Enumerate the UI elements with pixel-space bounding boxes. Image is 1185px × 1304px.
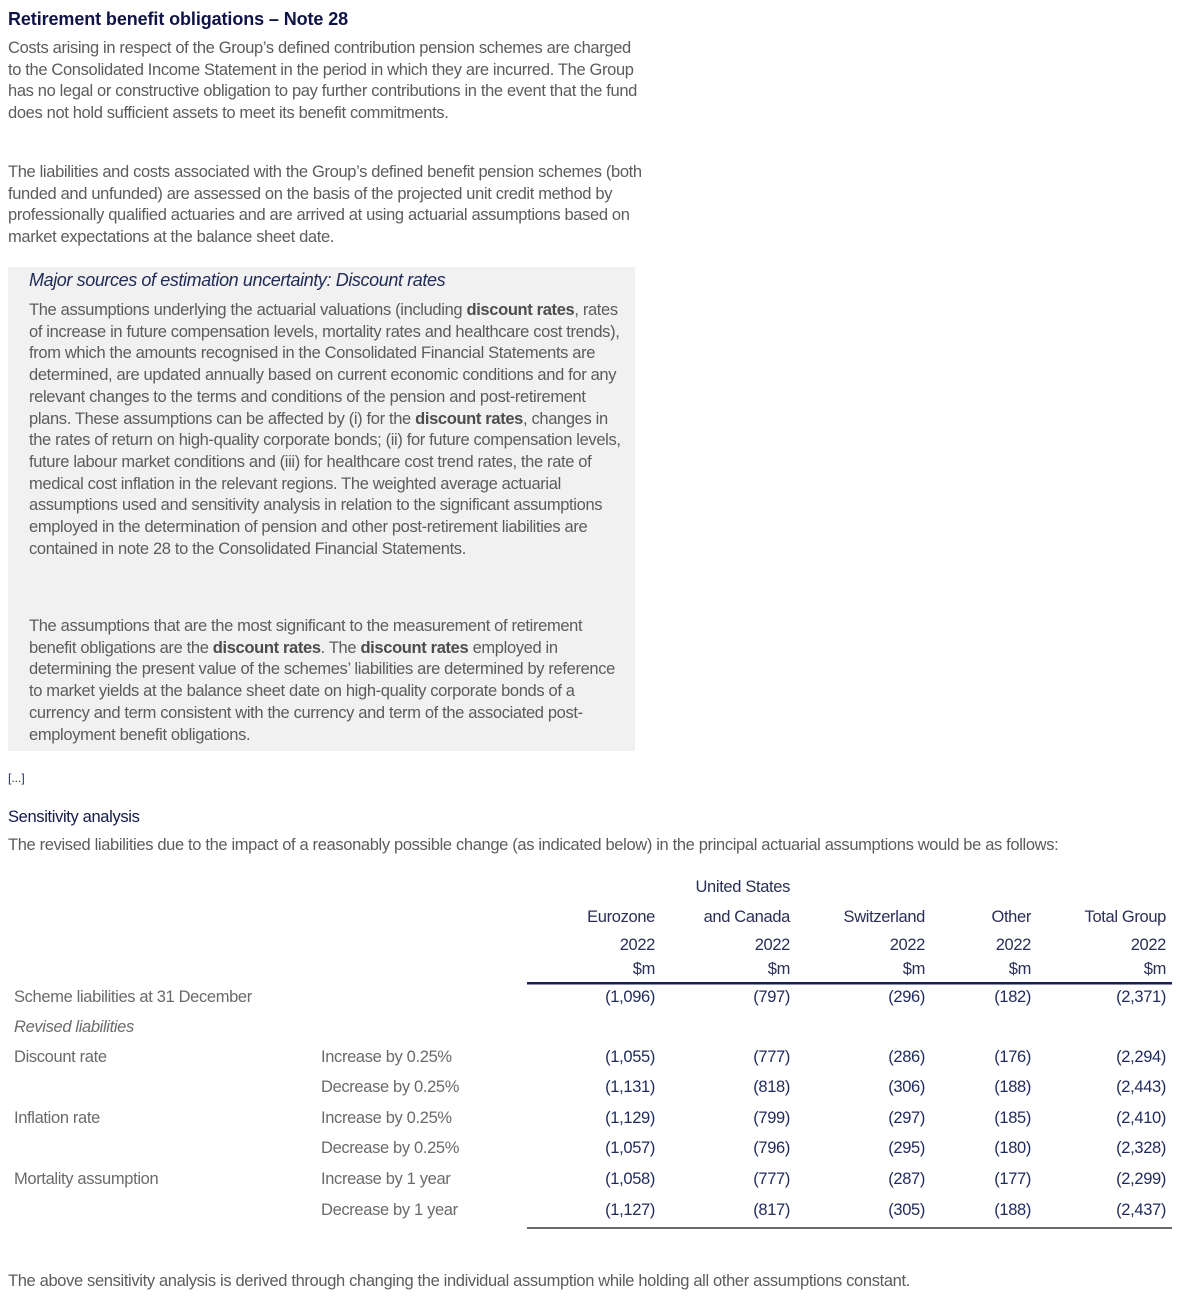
table-cell: (2,299) (1116, 1170, 1166, 1188)
row-change: Increase by 1 year (321, 1170, 451, 1188)
table-cell: (1,055) (605, 1048, 655, 1066)
column-unit: $m (1008, 960, 1031, 978)
row-change: Decrease by 0.25% (321, 1078, 460, 1096)
column-header-us-canada-line1: United States (695, 878, 790, 896)
table-cell: (295) (888, 1139, 925, 1157)
column-year: 2022 (995, 936, 1031, 954)
table-cell: (188) (994, 1078, 1031, 1096)
table-cell: (2,328) (1116, 1139, 1166, 1157)
column-unit: $m (902, 960, 925, 978)
table-cell: (1,057) (605, 1139, 655, 1157)
table-cell: (777) (753, 1048, 790, 1066)
column-year: 2022 (619, 936, 655, 954)
paragraph-defined-benefit: The liabilities and costs associated with the Group’s defined benefit pension schemes (both funded and unfunded) are assessed on the basis of the projected unit credit method by professionally qualified actuaries and are arrived at using actuarial assumptions based on market expectations at the balance sheet date. (8, 163, 642, 247)
table-cell: (799) (753, 1109, 790, 1127)
table-cell: (2,371) (1116, 988, 1166, 1006)
table-cell: (296) (888, 988, 925, 1006)
bold-term: discount rates (466, 301, 575, 319)
row-label: Discount rate (14, 1048, 107, 1066)
row-change: Decrease by 1 year (321, 1201, 458, 1219)
table-cell: (180) (994, 1139, 1031, 1157)
sensitivity-footnote: The above sensitivity analysis is derived through changing the individual assumption while holding all other assumptions constant. (8, 1272, 910, 1290)
column-unit: $m (767, 960, 790, 978)
paragraph-defined-contribution: Costs arising in respect of the Group’s defined contribution pension schemes are charged to the Consolidated Income Statement in the period in which they are incurred. The Group has no legal or constructive obligation to pay further contributions in the event that the fund does not hold sufficient assets to meet its benefit commitments. (8, 39, 637, 123)
table-cell: (286) (888, 1048, 925, 1066)
table-cell: (182) (994, 988, 1031, 1006)
table-cell: (2,410) (1116, 1109, 1166, 1127)
column-unit: $m (632, 960, 655, 978)
table-cell: (177) (994, 1170, 1031, 1188)
table-cell: (2,443) (1116, 1078, 1166, 1096)
table-cell: (818) (753, 1078, 790, 1096)
table-cell: (2,294) (1116, 1048, 1166, 1066)
table-cell: (306) (888, 1078, 925, 1096)
column-year: 2022 (1130, 936, 1166, 954)
omission-marker: [...] (8, 771, 25, 785)
table-cell: (797) (753, 988, 790, 1006)
column-header-us-canada-line2: and Canada (703, 908, 790, 926)
estimation-box-title: Major sources of estimation uncertainty: Discount rates (29, 270, 446, 290)
estimation-box-paragraph-2: The assumptions that are the most significant to the measurement of retirement benefit obligations are the discount rates. The discount rates employed in determining the present value of the schemes’ liabilities are determined by reference to market yields at the balance sheet date on high-quality corporate bonds of a currency and term consistent with the currency and term of the associated post-employment benefit obligations. (29, 617, 615, 744)
row-change: Decrease by 0.25% (321, 1139, 460, 1157)
table-cell: (777) (753, 1170, 790, 1188)
row-label: Inflation rate (14, 1109, 100, 1127)
bold-term: discount rates (360, 638, 469, 657)
bold-term: discount rates (212, 638, 321, 657)
table-cell: (1,129) (605, 1109, 655, 1127)
table-cell: (1,131) (605, 1078, 655, 1096)
sensitivity-intro: The revised liabilities due to the impact of a reasonably possible change (as indicated below) in the principal actuarial assumptions would be as follows: (8, 836, 1059, 854)
column-header-total-group: Total Group (1084, 908, 1166, 926)
sensitivity-heading: Sensitivity analysis (8, 808, 140, 826)
row-label: Mortality assumption (14, 1170, 159, 1188)
table-cell: (1,058) (605, 1170, 655, 1188)
row-change: Increase by 0.25% (321, 1109, 452, 1127)
column-header-switzerland: Switzerland (843, 908, 925, 926)
table-bottom-rule (527, 1227, 1172, 1229)
column-header-other: Other (991, 908, 1031, 926)
table-cell: (1,096) (605, 988, 655, 1006)
column-unit: $m (1143, 960, 1166, 978)
table-cell: (796) (753, 1139, 790, 1157)
column-header-eurozone: Eurozone (587, 908, 655, 926)
table-cell: (185) (994, 1109, 1031, 1127)
column-year: 2022 (754, 936, 790, 954)
table-cell: (817) (753, 1201, 790, 1219)
table-cell: (1,127) (605, 1201, 655, 1219)
estimation-box-paragraph-1: The assumptions underlying the actuarial valuations (including discount rates, rates of increase in future compensation levels, mortality rates and healthcare cost trends), from which the amounts recognised in the Consolidated Financial Statements are determined, are updated annually based on current economic conditions and for any relevant changes to the terms and conditions of the pension and post-retirement plans. These assumptions can be affected by (i) for the discount rates, changes in the rates of return on high-quality corporate bonds; (ii) for future compensation levels, future labour market conditions and (iii) for healthcare cost trend rates, the rate of medical cost inflation in the relevant regions. The weighted average actuarial assumptions used and sensitivity analysis in relation to the significant assumptions employed in the determination of pension and other post-retirement liabilities are contained in note 28 to the Consolidated Financial Statements. (29, 301, 621, 558)
table-cell: (188) (994, 1201, 1031, 1219)
table-cell: (305) (888, 1201, 925, 1219)
header-double-rule (527, 982, 1172, 985)
page-title: Retirement benefit obligations – Note 28 (8, 9, 349, 29)
table-cell: (297) (888, 1109, 925, 1127)
table-cell: (287) (888, 1170, 925, 1188)
row-change: Increase by 0.25% (321, 1048, 452, 1066)
revised-liabilities-label: Revised liabilities (14, 1018, 134, 1036)
row-label-scheme-liabilities: Scheme liabilities at 31 December (14, 988, 252, 1006)
bold-term: discount rates (415, 409, 523, 428)
table-cell: (176) (994, 1048, 1031, 1066)
column-year: 2022 (889, 936, 925, 954)
table-cell: (2,437) (1116, 1201, 1166, 1219)
